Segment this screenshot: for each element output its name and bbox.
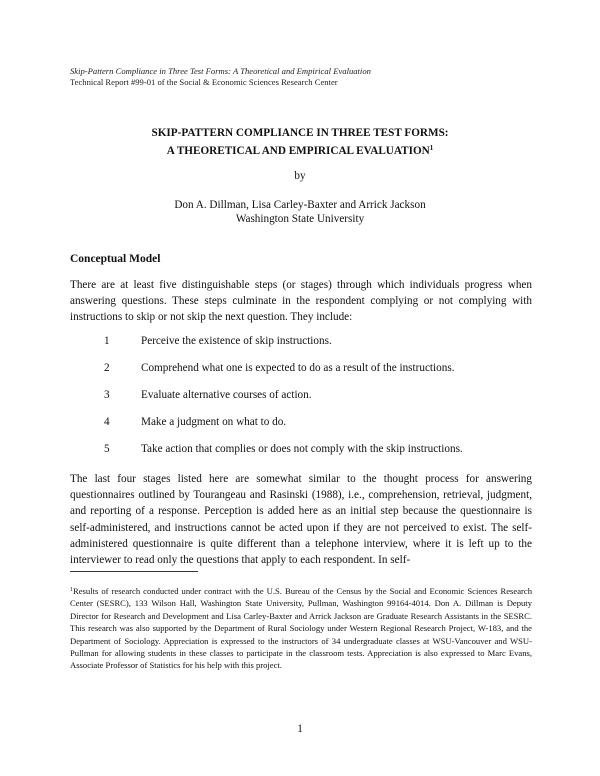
running-header-report: Technical Report #99-01 of the Social & Economic Sciences Research Center: [70, 77, 338, 87]
step-text: Take action that complies or does not comply with the skip instructions.: [141, 443, 463, 455]
step-text: Evaluate alternative courses of action.: [141, 389, 312, 401]
footnote-text: Results of research conducted under contract with the U.S. Bureau of the Census by the Social and Economic Sciences Research Center (SESRC), 133 Wilson Hall, Washington State University, Pullman, Washington 99164-4014. Don A. Dillman is Deputy Director for Research and Development and Lisa Carley-Baxter and Arrick Jackson are Graduate Research Assistants in the SESRC. This research was also supported by the Department of Rural Sociology under Western Regional Research Project, W-183, and the Department of Sociology. Appreciation is expressed to the instructors of 34 undergraduate classes at WSU-Vancouver and WSU-Pullman for allowing students in these classes to participate in the classroom tests. Appreciation is also expressed to Marc Evans, Associate Professor of Statistics for his help with this project.: [70, 586, 532, 671]
title-line-2-text: A THEORETICAL AND EMPIRICAL EVALUATION: [166, 144, 430, 157]
author-names: Don A. Dillman, Lisa Carley-Baxter and Arrick Jackson: [174, 199, 426, 211]
author-block: [0, 199, 600, 226]
title-line-1: SKIP-PATTERN COMPLIANCE IN THREE TEST FORMS:: [151, 127, 449, 139]
step-number: 2: [104, 362, 110, 374]
step-number: 3: [104, 389, 110, 401]
footnote-divider: [70, 571, 198, 572]
step-number: 1: [104, 335, 110, 347]
intro-paragraph: There are at least five distinguishable steps (or stages) through which individuals progress when answering questions. These steps culminate in the respondent complying or not complying with instructions to skip or not skip the next question. They include:: [70, 279, 532, 324]
followup-paragraph: The last four stages listed here are somewhat similar to the thought process for answering questionnaires outlined by Tourangeau and Rasinski (1988), i.e., comprehension, retrieval, judgment, and reporting of a response. Perception is added here as an initial step because the questionnaire is self-administered, and instructions cannot be acted upon if they are not perceived to exist. The self-administered questionnaire is quite different than a telephone interview, where it is left up to the interviewer to read only the questions that apply to each respondent. In self-: [70, 473, 532, 567]
list-item: [70, 443, 532, 459]
title-line-2: [0, 141, 600, 159]
section-heading: Conceptual Model: [70, 253, 161, 265]
list-item: [70, 416, 532, 432]
document-title: [0, 126, 600, 158]
author-affiliation: Washington State University: [235, 212, 365, 225]
step-text: Comprehend what one is expected to do as a result of the instructions.: [141, 362, 455, 374]
page-number: 1: [297, 723, 303, 735]
footnote: [70, 584, 532, 672]
running-header-title: Skip-Pattern Compliance in Three Test Forms: A Theoretical and Empirical Evaluation: [70, 66, 371, 76]
title-footnote-marker: 1: [429, 143, 434, 152]
by-label: by: [294, 170, 306, 182]
running-header: [70, 66, 371, 88]
footnote-marker: 1: [70, 587, 73, 593]
step-number: 4: [104, 416, 110, 428]
step-text: Perceive the existence of skip instructions.: [141, 335, 332, 347]
step-number: 5: [104, 443, 110, 455]
list-item: [70, 389, 532, 405]
step-text: Make a judgment on what to do.: [141, 416, 287, 428]
list-item: [70, 335, 532, 351]
list-item: [70, 362, 532, 378]
